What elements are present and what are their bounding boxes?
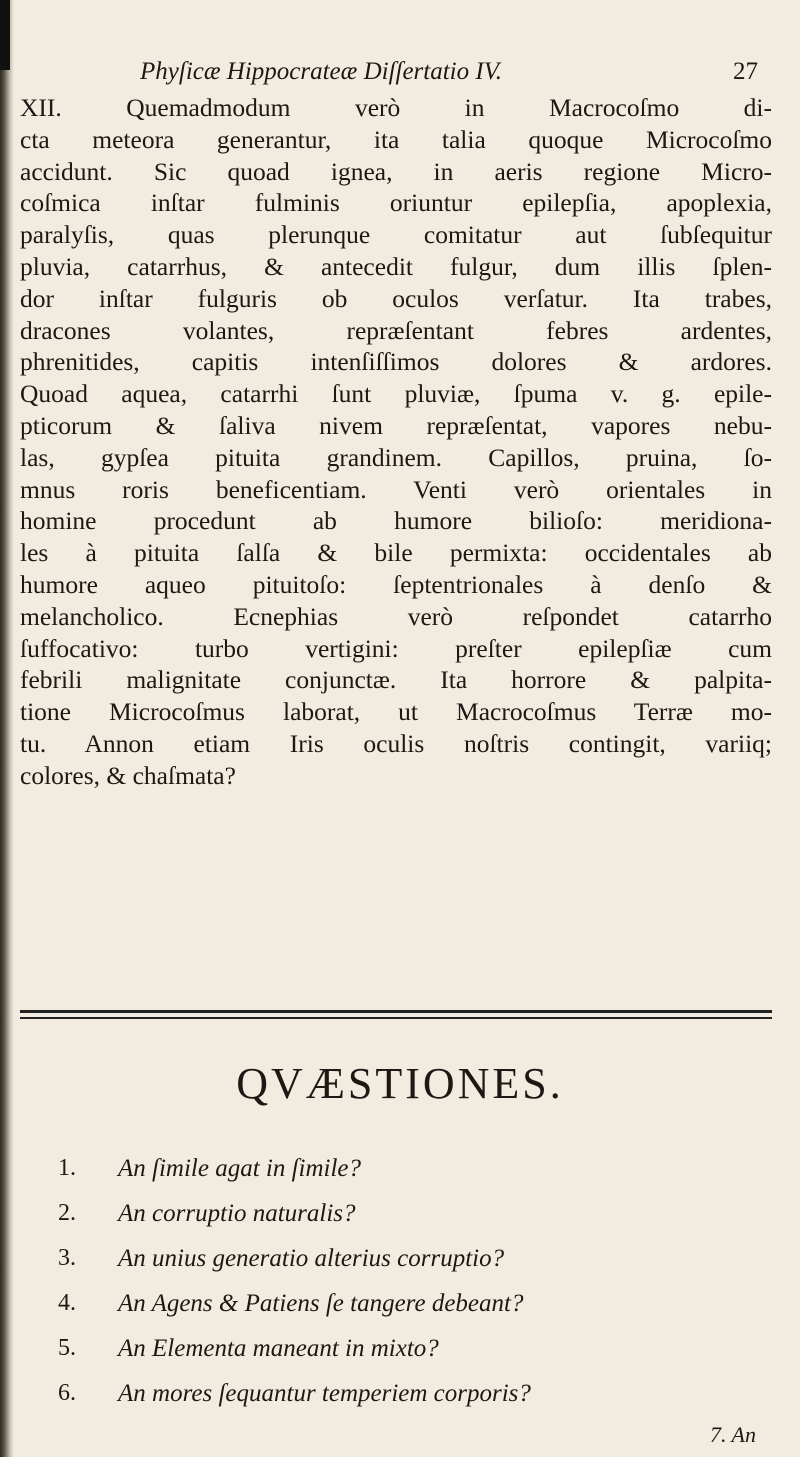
text-line: colores, & chaſmata? [20,760,236,790]
question-item [58,1245,778,1290]
text-line: melancholico. Ecnephias verò reſpondet catarrho [20,601,772,631]
text-line: les à pituita ſalſa & bile permixta: occidentales ab [20,538,772,568]
text-line: pticorum & ſaliva nivem repræſentat, vapores nebu- [20,410,772,440]
text-line: coſmica inſtar fulminis oriuntur epilepſia, apoplexia, [20,188,772,218]
text-line: accidunt. Sic quoad ignea, in aeris regione Micro- [20,156,772,186]
question-text: An unius generatio alterius corruptio? [118,1245,505,1272]
question-text: An Elementa maneant in mixto? [118,1335,439,1362]
text-line: tu. Annon etiam Iris oculis noſtris contingit, variiq; [20,728,772,758]
text-line: Quoad aquea, catarrhi ſunt pluviæ, ſpuma v. g. epile- [20,379,772,409]
text-line: dracones volantes, repræſentant febres ardentes, [20,315,772,345]
question-item [58,1290,778,1335]
text-line: pluvia, catarrhus, & antecedit fulgur, dum illis ſplen- [20,251,772,281]
question-number: 6. [58,1380,76,1406]
page-number: 27 [733,58,758,85]
question-item [58,1155,778,1200]
text-line: paralyſis, quas plerunque comitatur aut ſubſequitur [20,220,772,250]
question-number: 3. [58,1245,76,1271]
question-text: An mores ſequantur temperiem corporis? [118,1380,531,1407]
text-line: humore aqueo pituitoſo: ſeptentrionales à denſo & [20,569,772,599]
text-line: ſuffocativo: turbo vertigini: preſter epilepſiæ cum [20,633,772,663]
binding-shadow [0,0,10,70]
question-text: An Agens & Patiens ſe tangere debeant? [118,1290,524,1317]
question-text: An ſimile agat in ſimile? [118,1155,362,1182]
question-item [58,1200,778,1245]
question-number: 2. [58,1200,76,1226]
catchword: 7. An [709,1422,756,1447]
body-text [20,92,772,792]
text-line: phrenitides, capitis intenſiſſimos dolores & ardores. [20,347,772,377]
section-divider-rule [20,1010,772,1019]
question-text: An corruptio naturalis? [118,1200,356,1227]
text-line: homine procedunt ab humore bilioſo: meridiona- [20,506,772,536]
text-line: mnus roris beneficentiam. Venti verò orientales in [20,474,772,504]
text-line: tione Microcoſmus laborat, ut Macrocoſmus Terræ mo- [20,697,772,727]
text-line: dor inſtar fulguris ob oculos verſatur. Ita trabes, [20,283,772,313]
question-item [58,1380,778,1425]
text-line: cta meteora generantur, ita talia quoque Microcoſmo [20,124,772,154]
page-binding-edge [0,0,14,1457]
running-head [140,58,780,92]
text-line: las, gypſea pituita grandinem. Capillos, pruina, ſo- [20,442,772,472]
text-line: febrili malignitate conjunctæ. Ita horrore & palpita- [20,665,772,695]
text-line: XII. Quemadmodum verò in Macrocoſmo di- [20,93,772,122]
question-number: 1. [58,1155,76,1181]
question-number: 5. [58,1335,76,1361]
questions-heading: QVÆSTIONES. [236,1059,564,1108]
running-head-title: Phyſicæ Hippocrateæ Diſſertatio IV. [140,58,502,85]
question-item [58,1335,778,1380]
question-number: 4. [58,1290,76,1316]
questions-list [58,1155,778,1425]
